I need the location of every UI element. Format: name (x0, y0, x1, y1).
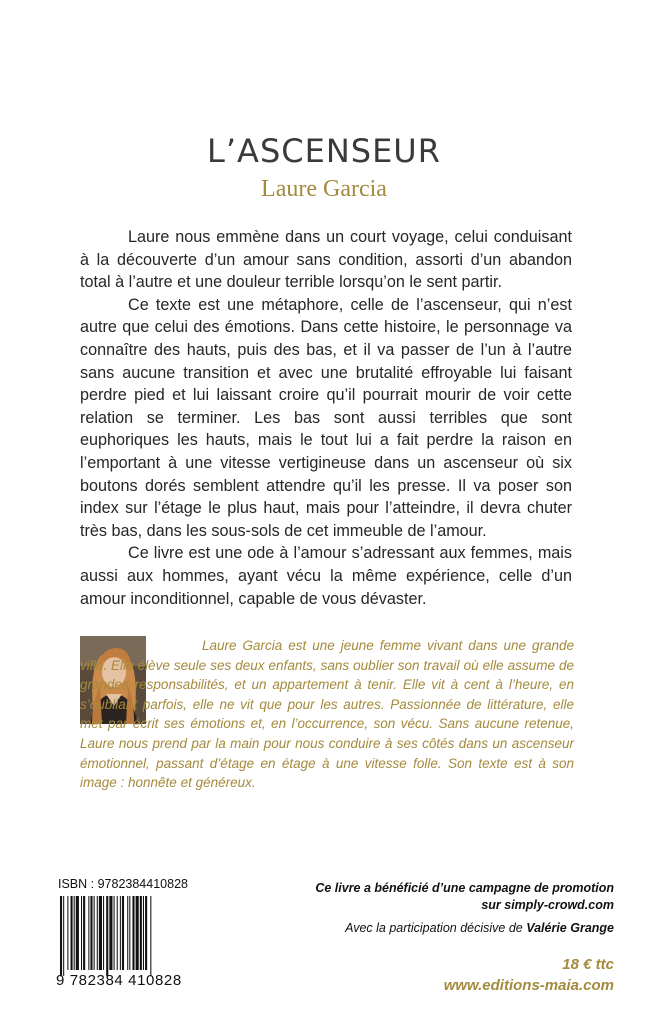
participation-prefix: Avec la participation décisive de (345, 921, 523, 935)
promo-line: Ce livre a bénéficié d’une campagne de promotion (315, 881, 614, 895)
barcode-bar (122, 896, 124, 970)
barcode-bar (103, 896, 104, 970)
barcode-bar (109, 896, 112, 970)
barcode-bar (76, 896, 79, 970)
barcode-bar (143, 896, 144, 970)
barcode-bar (145, 896, 147, 970)
barcode-bar (74, 896, 75, 970)
barcode-bar (140, 896, 142, 970)
promo-note (294, 880, 614, 914)
isbn-label: ISBN : 9782384410828 (58, 877, 188, 891)
promo-line: sur simply-crowd.com (481, 898, 614, 912)
barcode-bar (132, 896, 134, 970)
participation-note (274, 921, 614, 935)
barcode-bar (106, 896, 108, 976)
barcode-bar (90, 896, 92, 970)
synopsis-paragraph: Laure nous emmène dans un court voyage, celui conduisant à la découverte d’un amour sans condition, assorti d’un abandon total à l’autre et une douleur terrible lorsqu’on le sent partir. (80, 228, 572, 292)
barcode-bar (129, 896, 130, 970)
synopsis (80, 226, 572, 610)
barcode-bar (94, 896, 95, 970)
book-title: L’ASCENSEUR (207, 132, 441, 170)
barcode-bar (114, 896, 115, 970)
barcode-image (58, 896, 186, 976)
barcode-bar (88, 896, 89, 970)
barcode (58, 896, 186, 976)
barcode-bar (97, 896, 98, 970)
synopsis-paragraph: Ce livre est une ode à l’amour s’adressant aux femmes, mais aussi aux hommes, ayant vécu la même expérience, celle d’un amour inconditionnel, capable de vous dévaster. (80, 544, 572, 608)
author-bio: Laure Garcia est une jeune femme vivant dans une grande ville. Elle élève seule ses deux enfants, sans oublier son travail où elle assume de grandes responsabilités, et un appartement à tenir. Elle vit à cent à l’heure, en s’oubliant parfois, elle ne vit que pour les autres. Passionnée de littérature, elle met par écrit ses émotions et, en l’occurrence, son vécu. Sans aucune retenue, Laure nous prend par la main pour nous conduire à ses côtés dans un ascenseur émotionnel, passant d’étage en étage à une vitesse folle. Son texte est à son image : honnête et généreux. (80, 638, 574, 791)
barcode-bar (136, 896, 139, 970)
barcode-bar (67, 896, 68, 970)
barcode-bar (81, 896, 82, 970)
barcode-bar (99, 896, 102, 970)
barcode-digits: 9 782384 410828 (56, 972, 182, 989)
barcode-bar (120, 896, 121, 970)
barcode-bar (150, 896, 151, 976)
price: 18 € ttc (562, 956, 614, 973)
participant-name: Valérie Grange (526, 921, 614, 935)
synopsis-paragraph: Ce texte est une métaphore, celle de l’ascenseur, qui n’est autre que celui des émotions. Dans cette histoire, le personnage va connaître des hauts, puis des bas, et il va passer de l’un à l’autre sans aucune transition et avec une brutalité effroyable lui faisant perdre pied et lui laissant croire qu’il pourrait mourir de voir cette relation se terminer. Les bas sont aussi terribles que sont euphoriques les hauts, mais le tout lui a fait perdre la raison en l’emportant à une vitesse vertigineuse dans un ascenseur où six boutons dorés semblent attendre qu’il les presse. Il va poser son index sur l’étage le plus haut, mais pour l’atteindre, il devra chuter très bas, dans les sous-sols de cet immeuble de l’amour. (80, 295, 572, 540)
barcode-bar (83, 896, 85, 970)
barcode-bar (63, 896, 64, 976)
barcode-bar (117, 896, 118, 970)
barcode-bar (60, 896, 62, 976)
publisher-website: www.editions-maia.com (443, 977, 614, 994)
barcode-bar (71, 896, 73, 970)
book-author: Laure Garcia (261, 176, 387, 202)
barcode-bar (127, 896, 128, 970)
